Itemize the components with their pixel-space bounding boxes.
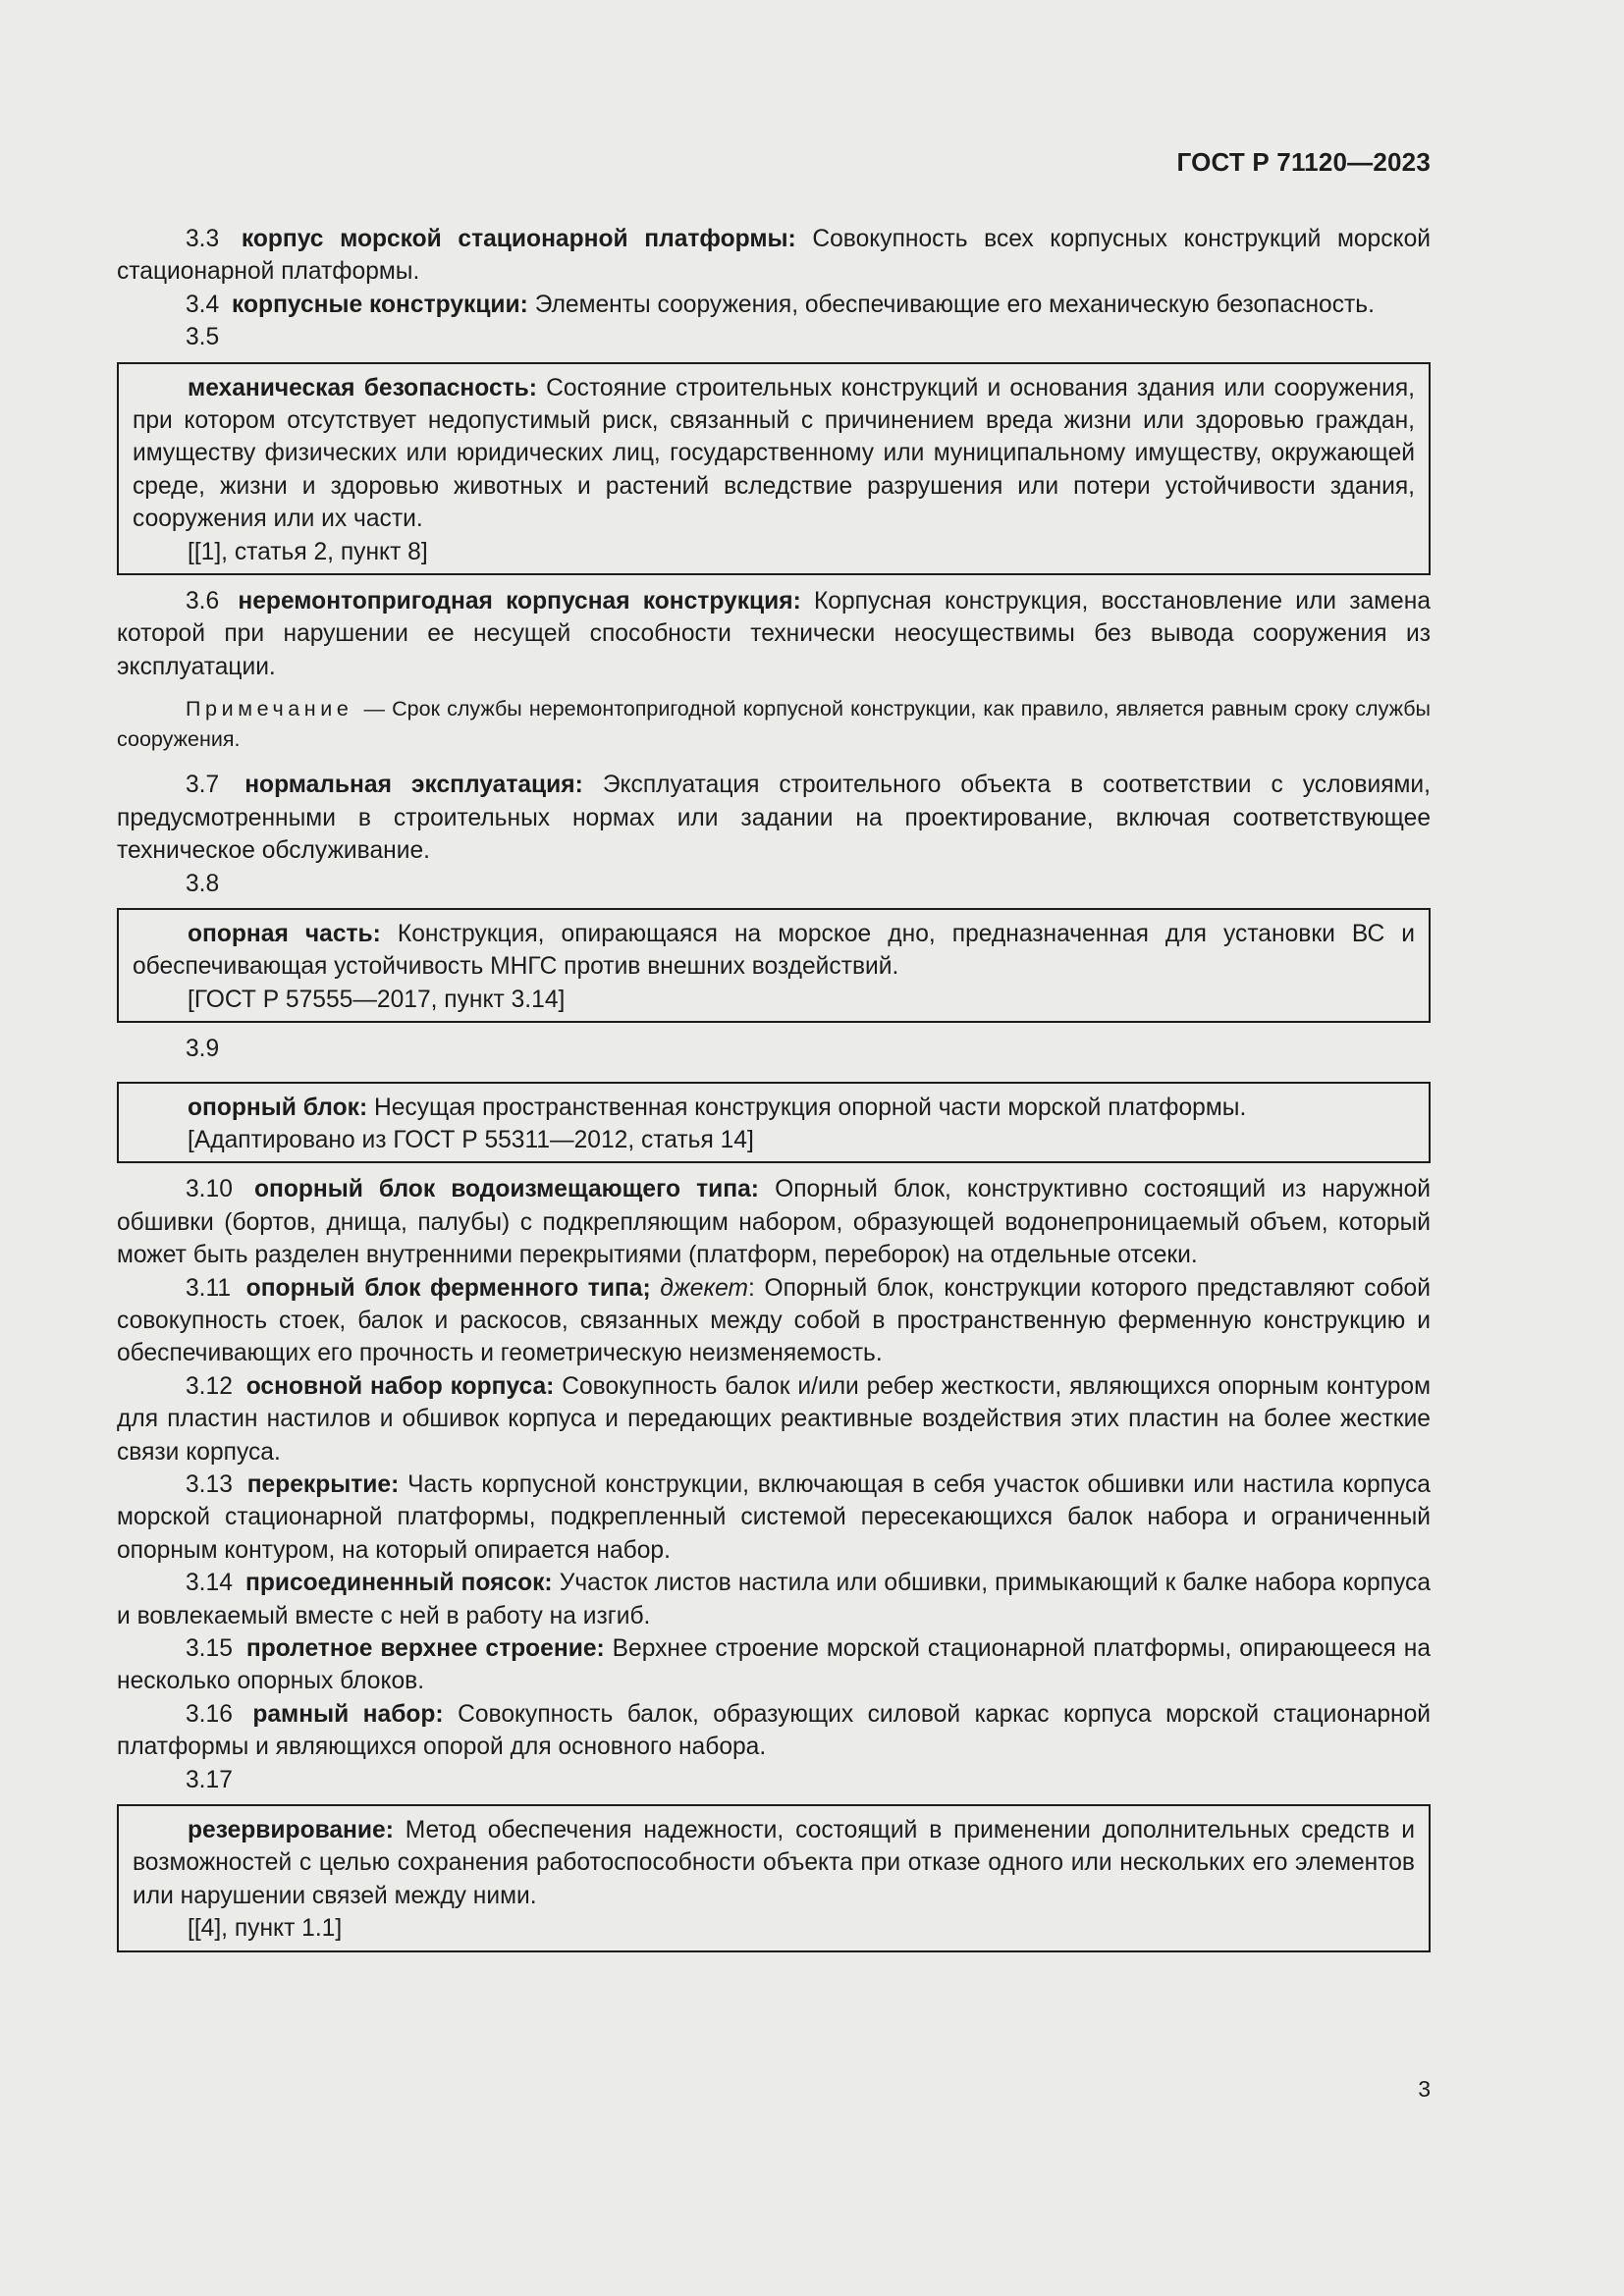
term-name: перекрытие: [246, 1471, 400, 1498]
term-name: корпус морской стационарной платформы: [241, 226, 796, 252]
term-entry-3-16 [117, 1698, 1431, 1764]
term-definition: Совокупность всех корпусных конструкций морской стационарной платформы. [117, 226, 1431, 286]
term-definition: Корпусная конструкция, восстановление или замена которой при нарушении ее несущей способности технически неосуществимы без вывода сооружения из эксплуатации. [117, 588, 1431, 680]
term-definition: Участок листов настила или обшивки, примыкающий к балке набора корпуса и вовлекаемый вместе с ней в работу на изгиб. [117, 1570, 1431, 1629]
term-name: присоединенный поясок: [244, 1570, 553, 1597]
entry-number: 3.15 [186, 1635, 233, 1663]
note-label: Примечание [186, 697, 353, 721]
entry-number-3-9: 3.9 [186, 1036, 220, 1063]
term-definition: Состояние строительных конструкций и основания здания или сооружения, при котором отсутствует недопустимый риск, связанный с причинением вреда жизни или здоровью граждан, имуществу физических или юридических лиц, государственному или муниципальному имуществу, окружающей среде, жизни и здоровью животных и растений вследствие разрушения или потери устойчивости здания, сооружения или их части. [133, 374, 1415, 533]
term-definition: : Опорный блок, конструкции которого представляют собой совокупность стоек, балок и раскосов, связанных между собой в пространственную ферменную конструкцию и обеспечивающих его прочность и геометрическую неизменяемость. [117, 1274, 1431, 1367]
term-definition: Эксплуатация строительного объекта в соответствии с условиями, предусмотренными в строительных нормах или задании на проектирование, включая соответствующее техническое обслуживание. [117, 772, 1431, 865]
term-definition: Совокупность балок и/или ребер жесткости, являющихся опорным контуром для пластин настилов и обшивок корпуса и передающих реактивные воздействия этих пластин на более жесткие связи корпуса. [117, 1372, 1431, 1466]
term-source: [ГОСТ Р 57555—2017, пункт 3.14] [188, 986, 566, 1013]
term-entry-3-5 [133, 372, 1415, 536]
term-entry-3-4 [117, 289, 1431, 321]
note-text: — Срок службы неремонтопригодной корпусной конструкции, как правило, является равным сроку службы сооружения. [117, 697, 1431, 752]
term-name: механическая безопасность: [188, 374, 537, 401]
entry-number: 3.6 [186, 588, 220, 615]
entry-number: 3.16 [186, 1700, 233, 1728]
term-name: опорный блок: [188, 1094, 368, 1121]
term-source: [[1], статья 2, пункт 8] [188, 538, 428, 565]
term-name: основной набор корпуса: [245, 1372, 555, 1400]
term-definition: Конструкция, опирающаяся на морское дно, предназначенная для установки ВС и обеспечивающая устойчивость МНГС против внешних воздействий. [133, 920, 1415, 981]
entry-number-3-5: 3.5 [186, 324, 220, 351]
document-id-header: ГОСТ Р 71120—2023 [1176, 147, 1431, 177]
term-name: пролетное верхнее строение: [245, 1635, 605, 1663]
entry-number: 3.14 [186, 1570, 233, 1597]
term-entry-3-9 [133, 1092, 1415, 1124]
term-name: резервирование: [188, 1817, 394, 1844]
term-box-3-9 [117, 1082, 1431, 1164]
terms-section [117, 223, 1431, 1962]
term-name: корпусные конструкции: [232, 291, 528, 318]
entry-number-3-17: 3.17 [186, 1766, 233, 1793]
term-definition: Часть корпусной конструкции, включающая в себя участок обшивки или настила корпуса морской стационарной платформы, подкрепленный системой пересекающихся балок набора и ограниченный опорным контуром, на который опирается набор. [117, 1471, 1431, 1564]
term-name: нормальная эксплуатация: [244, 772, 583, 799]
term-name: опорный блок водоизмещающего типа: [253, 1176, 760, 1203]
entry-number: 3.4 [186, 291, 220, 318]
term-name: рамный набор: [252, 1700, 444, 1728]
entry-number: 3.7 [186, 772, 220, 799]
term-box-3-17 [117, 1804, 1431, 1952]
term-entry-3-3 [117, 223, 1431, 289]
entry-number: 3.12 [186, 1372, 233, 1400]
term-entry-3-10 [117, 1173, 1431, 1271]
term-definition: Опорный блок, конструктивно состоящий из наружной обшивки (бортов, днища, палубы) с подкрепляющим набором, образующей водонепроницаемый объем, который может быть разделен внутренними перекрытиями (платформ, переборок) на отдельные отсеки. [117, 1176, 1431, 1269]
term-name: опорная часть: [188, 920, 381, 947]
term-definition: Совокупность балок, образующих силовой каркас корпуса морской стационарной платформы и являющихся опорой для основного набора. [117, 1700, 1432, 1761]
term-entry-3-15 [117, 1632, 1431, 1698]
term-name: опорный блок ферменного типа; [245, 1274, 651, 1302]
entry-number-3-8: 3.8 [186, 870, 220, 897]
term-name: неремонтопригодная корпусная конструкция: [238, 588, 801, 615]
page-number: 3 [1418, 2076, 1431, 2102]
term-box-3-5 [117, 362, 1431, 575]
entry-number: 3.13 [186, 1471, 233, 1498]
entry-number: 3.11 [186, 1274, 232, 1302]
term-definition: Элементы сооружения, обеспечивающие его механическую безопасность. [527, 291, 1375, 318]
entry-number: 3.10 [186, 1176, 233, 1203]
term-entry-3-13 [117, 1468, 1431, 1567]
term-definition: Метод обеспечения надежности, состоящий в применении дополнительных средств и возможностей с целью сохранения работоспособности объекта при отказе одного или нескольких его элементов или нарушении связей между ними. [133, 1817, 1415, 1909]
term-entry-3-8 [133, 918, 1415, 984]
term-box-3-8 [117, 908, 1431, 1023]
term-entry-3-12 [117, 1370, 1431, 1468]
term-source: [Адаптировано из ГОСТ Р 55311—2012, статья 14] [188, 1126, 754, 1153]
term-entry-3-7 [117, 769, 1431, 867]
term-source: [[4], пункт 1.1] [188, 1915, 343, 1943]
term-synonym: джекет [660, 1274, 748, 1302]
term-entry-3-6 [117, 585, 1431, 683]
term-entry-3-14 [117, 1567, 1431, 1632]
term-entry-3-11 [117, 1272, 1431, 1370]
term-entry-3-17 [133, 1814, 1415, 1912]
term-definition: Несущая пространственная конструкция опорной части морской платформы. [367, 1094, 1247, 1121]
note-3-6 [117, 694, 1431, 755]
term-definition: Верхнее строение морской стационарной платформы, опирающееся на несколько опорных блоков. [117, 1635, 1431, 1695]
entry-number: 3.3 [186, 226, 220, 252]
